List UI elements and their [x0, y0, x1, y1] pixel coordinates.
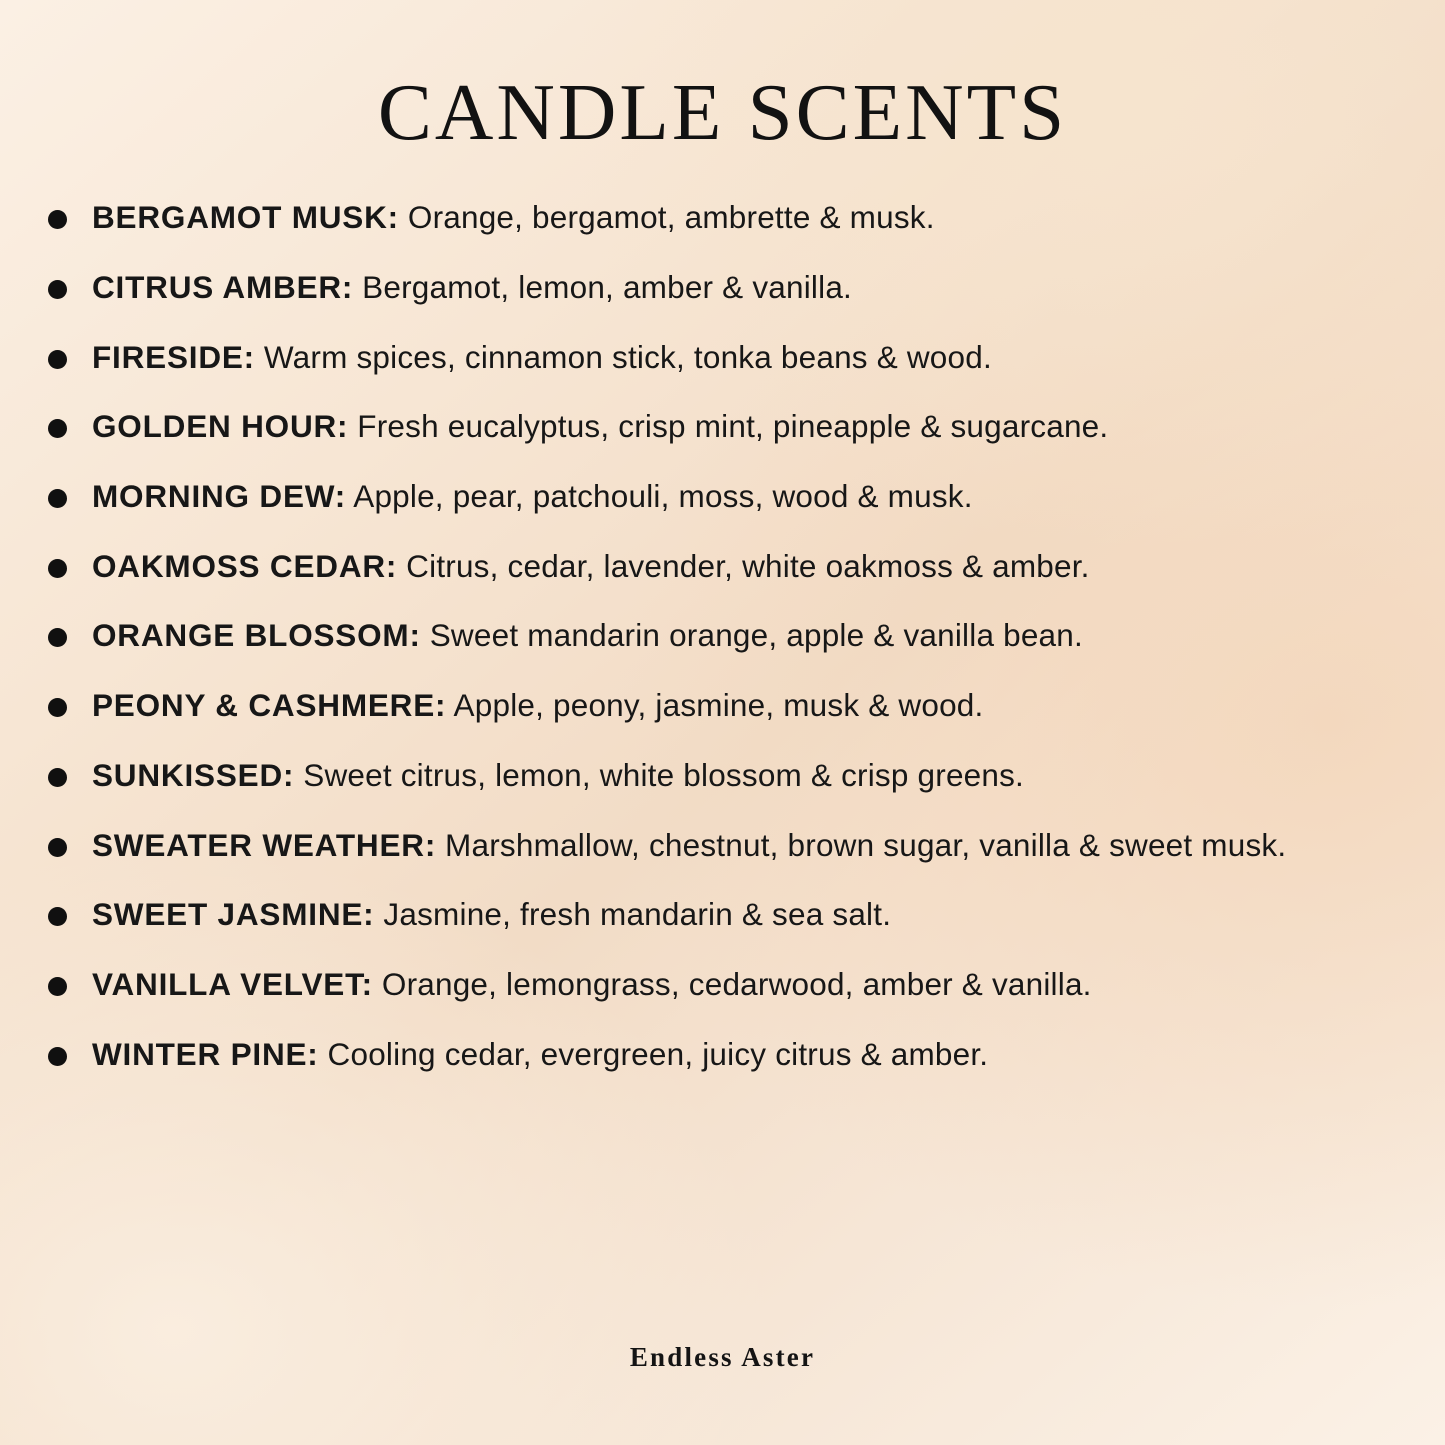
bullet-icon: [48, 419, 67, 438]
list-item: [40, 613, 1387, 658]
scent-description: Orange, bergamot, ambrette & musk.: [398, 199, 935, 236]
scent-name: GOLDEN HOUR:: [92, 408, 349, 445]
list-item: [40, 544, 1387, 589]
scent-description: Cooling cedar, evergreen, juicy citrus & amber.: [318, 1035, 989, 1072]
brand-name: Endless Aster: [629, 1342, 816, 1372]
bullet-icon: [48, 907, 67, 926]
scent-name: MORNING DEW:: [92, 477, 347, 514]
scent-name: BERGAMOT MUSK:: [92, 199, 399, 236]
scent-description: Apple, pear, patchouli, moss, wood & musk.: [346, 477, 973, 514]
page-title: CANDLE SCENTS: [377, 67, 1068, 157]
scent-name: ORANGE BLOSSOM:: [92, 617, 421, 654]
list-item: [40, 962, 1387, 1007]
list-item: [40, 195, 1387, 240]
bullet-icon: [48, 280, 67, 299]
bullet-icon: [48, 350, 67, 369]
scent-name: SUNKISSED:: [92, 756, 295, 793]
scent-description: Jasmine, fresh mandarin & sea salt.: [374, 896, 892, 933]
scent-description: Apple, peony, jasmine, musk & wood.: [446, 687, 984, 724]
bullet-icon: [48, 698, 67, 717]
scent-description: Citrus, cedar, lavender, white oakmoss & amber.: [397, 547, 1090, 584]
scent-description: Sweet mandarin orange, apple & vanilla bean.: [420, 617, 1083, 654]
bullet-icon: [48, 838, 67, 857]
scent-description: Bergamot, lemon, amber & vanilla.: [353, 268, 852, 305]
list-item: [40, 683, 1387, 728]
scent-list: [0, 195, 1445, 1076]
scent-name: SWEATER WEATHER:: [92, 826, 437, 863]
list-item: [40, 892, 1387, 937]
scent-name: VANILLA VELVET:: [92, 966, 373, 1002]
list-item: [40, 823, 1387, 868]
bullet-icon: [48, 628, 67, 647]
scent-name: SWEET JASMINE:: [92, 896, 375, 933]
scent-description: Fresh eucalyptus, crisp mint, pineapple & sugarcane.: [348, 408, 1109, 445]
list-item: [40, 753, 1387, 798]
scent-description: Orange, lemongrass, cedarwood, amber & vanilla.: [372, 966, 1092, 1002]
bullet-icon: [48, 1047, 67, 1066]
scent-description: Marshmallow, chestnut, brown sugar, vanilla & sweet musk.: [436, 826, 1287, 863]
list-item: [40, 404, 1387, 449]
list-item: [40, 474, 1387, 519]
scent-name: OAKMOSS CEDAR:: [92, 547, 398, 584]
scent-name: FIRESIDE:: [92, 338, 255, 375]
list-item: [40, 265, 1387, 310]
scent-description: Sweet citrus, lemon, white blossom & crisp greens.: [294, 756, 1025, 793]
scent-name: PEONY & CASHMERE:: [92, 687, 447, 724]
bullet-icon: [48, 768, 67, 787]
list-item: [40, 1032, 1387, 1077]
bullet-icon: [48, 977, 67, 996]
bullet-icon: [48, 489, 67, 508]
bullet-icon: [48, 559, 67, 578]
scent-description: Warm spices, cinnamon stick, tonka beans & wood.: [254, 338, 992, 375]
list-item: [40, 335, 1387, 380]
scent-name: CITRUS AMBER:: [92, 268, 354, 305]
bullet-icon: [48, 210, 67, 229]
scent-name: WINTER PINE:: [92, 1035, 319, 1072]
